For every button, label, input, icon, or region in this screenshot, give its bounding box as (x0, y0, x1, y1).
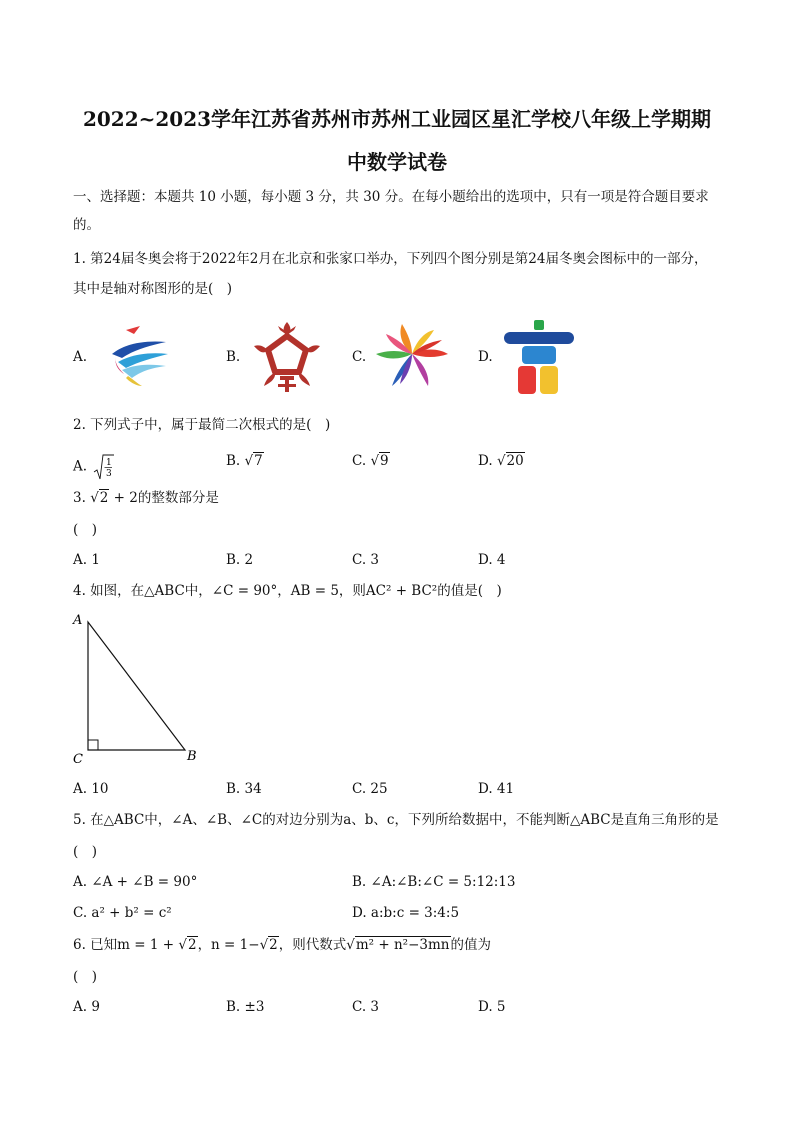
q1-option-c-label: C. (352, 349, 367, 365)
q1-option-d-label: D. (478, 349, 493, 365)
q5-option-c: C. a² + b² = c² (73, 905, 172, 921)
vertex-c-label: C (73, 752, 83, 767)
q2-option-b (226, 452, 264, 470)
q2-option-d-label: D. (478, 453, 493, 469)
q2-option-a (73, 452, 115, 482)
q2-option-b-radicand: 7 (254, 453, 263, 469)
q4-option-b: B. 34 (226, 781, 262, 797)
q3-option-d: D. 4 (478, 552, 506, 568)
q5-option-d: D. a:b:c = 3:4:5 (352, 905, 460, 921)
q6-sqrt-2: √2 (259, 937, 278, 953)
q6-radicand-2: 2 (269, 937, 278, 953)
q3-answer-paren: ( ) (73, 522, 98, 538)
right-angle-mark (88, 740, 98, 750)
section-instruction-cont: 的。 (73, 217, 100, 233)
q1-option-a-label: A. (73, 349, 88, 365)
q6-option-c: C. 3 (352, 999, 380, 1015)
q6-stem (73, 936, 491, 954)
q2-option-d-radicand: 20 (506, 453, 524, 469)
q2-option-c-sqrt: √9 (370, 453, 389, 469)
q6-option-d: D. 5 (478, 999, 506, 1015)
q6-option-a: A. 9 (73, 999, 100, 1015)
q2-option-c (352, 452, 390, 470)
colorful-petals-logo-icon (372, 318, 452, 394)
q5-option-b: B. ∠A:∠B:∠C = 5:12:13 (352, 874, 516, 890)
q5-option-a: A. ∠A + ∠B = 90° (73, 874, 198, 890)
q4-option-d: D. 41 (478, 781, 515, 797)
q1-stem: 1. 第24届冬奥会将于2022年2月在北京和张家口举办，下列四个图分别是第24届冬奥会图标中的一部分， (73, 251, 708, 267)
q2-option-d-sqrt: √20 (496, 453, 524, 469)
snowflake-pentagon-logo-icon (250, 320, 324, 394)
q6-stem-part-a: 6. 已知m = 1 + (73, 937, 179, 953)
q6-radicand-3: m² + n²−3mn (355, 937, 450, 953)
page-title-line2: 中数学试卷 (347, 150, 447, 174)
q2-option-b-sqrt: √7 (244, 453, 263, 469)
q3-sqrt: √2 (90, 490, 109, 506)
q1-stem-cont: 其中是轴对称图形的是( ) (73, 281, 233, 297)
q3-radicand: 2 (99, 490, 109, 506)
q2-stem: 2. 下列式子中，属于最简二次根式的是( ) (73, 417, 331, 433)
q3-option-c: C. 3 (352, 552, 380, 568)
q2-option-c-radicand: 9 (380, 453, 389, 469)
q3-stem-text: + 2的整数部分是 (109, 490, 219, 506)
q5-stem: 5. 在△ABC中，∠A、∠B、∠C的对边分别为a、b、c，下列所给数据中，不能判断△ABC是直角三角形的是 (73, 812, 719, 828)
q4-stem: 4. 如图，在△ABC中，∠C = 90°，AB = 5，则AC² + BC²的值是( ) (73, 583, 502, 599)
right-triangle-figure (68, 608, 208, 768)
q2-option-d (478, 452, 525, 470)
q6-answer-paren: ( ) (73, 969, 98, 985)
page-title-line1: 2022~2023学年江苏省苏州市苏州工业园区星汇学校八年级上学期期 (82, 107, 712, 131)
q4-option-a: A. 10 (73, 781, 109, 797)
q6-stem-part-d: 的值为 (450, 937, 491, 953)
q4-option-c: C. 25 (352, 781, 388, 797)
q2-option-b-label: B. (226, 453, 241, 469)
q6-stem-part-c: ，则代数式 (278, 937, 347, 953)
q3-option-b: B. 2 (226, 552, 254, 568)
q2-option-a-sqrt-frac (93, 452, 115, 482)
q6-option-b: B. ±3 (226, 999, 265, 1015)
vertex-b-label: B (187, 749, 197, 764)
q1-option-b-label: B. (226, 349, 241, 365)
q2-option-a-denominator: 3 (106, 469, 113, 479)
q6-stem-part-b: ，n = 1− (197, 937, 260, 953)
q2-option-c-label: C. (352, 453, 367, 469)
q5-answer-paren: ( ) (73, 844, 98, 860)
vertex-a-label: A (73, 613, 83, 628)
q6-sqrt-3: √m² + n²−3mn (346, 937, 450, 953)
skating-ribbon-logo-icon (104, 322, 172, 390)
q2-option-a-label: A. (73, 458, 88, 475)
q6-sqrt-1: √2 (178, 937, 197, 953)
q3-number: 3. (73, 490, 86, 506)
q2-option-a-numerator: 1 (106, 458, 113, 468)
q3-stem (73, 489, 219, 507)
q3-option-a: A. 1 (73, 552, 100, 568)
stacked-stones-logo-icon (502, 318, 576, 396)
section-instruction: 一、选择题：本题共 10 小题，每小题 3 分，共 30 分。在每小题给出的选项中，只有一项是符合题目要求 (73, 189, 709, 205)
q6-radicand-1: 2 (187, 937, 197, 953)
triangle-abc (88, 622, 185, 750)
